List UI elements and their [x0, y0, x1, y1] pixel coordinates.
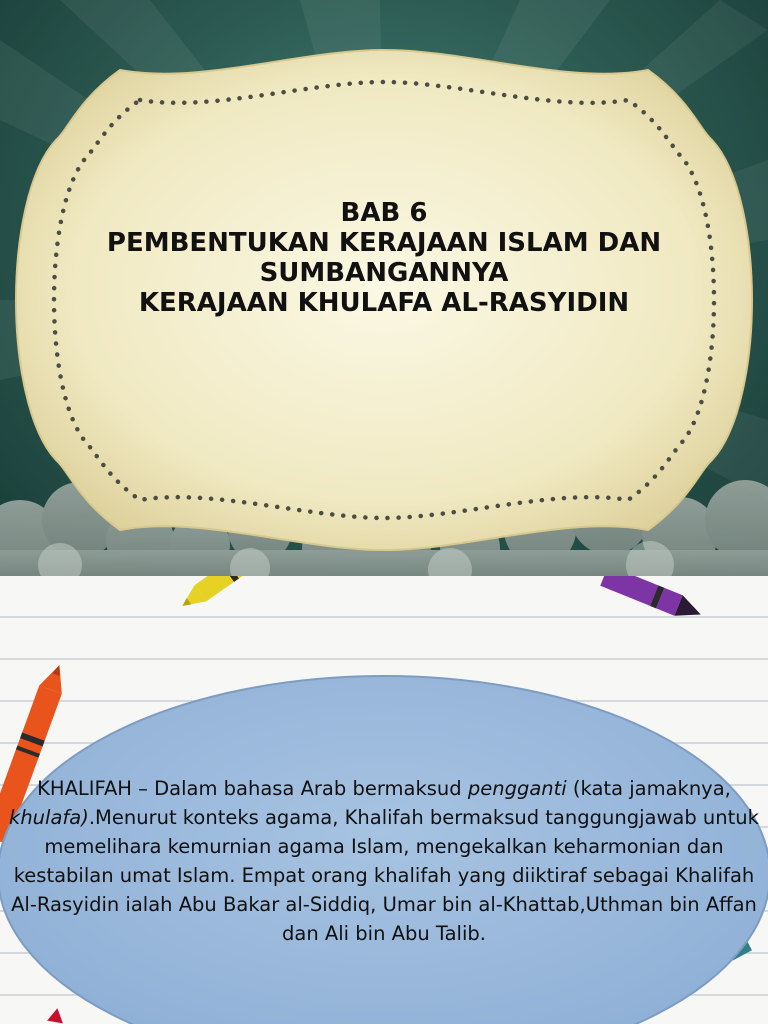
text-part-2: (kata jamaknya,: [566, 777, 731, 800]
title-line-chapter: BAB 6: [340, 198, 428, 228]
text-part-1: KHALIFAH – Dalam bahasa Arab bermaksud: [37, 777, 468, 800]
title-line-2: PEMBENTUKAN KERAJAAN ISLAM DAN: [106, 228, 662, 258]
title-line-3: SUMBANGANNYA: [259, 258, 509, 288]
purple-crayon-icon: [600, 576, 705, 625]
italic-term-khulafa: khulafa): [9, 806, 89, 829]
italic-term-pengganti: pengganti: [467, 777, 567, 800]
yellow-crayon-icon: [177, 576, 264, 614]
slide-title: [60, 198, 708, 318]
title-line-4: KERAJAAN KHULAFA AL-RASYIDIN: [138, 288, 630, 318]
content-slide: [0, 576, 768, 1024]
text-part-3: .Menurut konteks agama, Khalifah bermaksud tanggungjawab untuk memelihara kemurnian agama Islam, mengekalkan keharmonian dan kestabilan umat Islam. Empat orang khalifah yang diiktiraf sebagai Khalifah Al-Rasyidin ialah Abu Bakar al-Siddiq, Umar bin al-Khattab,Uthman bin Affan dan Ali bin Abu Talib.: [11, 806, 759, 945]
khalifah-definition: [0, 774, 768, 948]
